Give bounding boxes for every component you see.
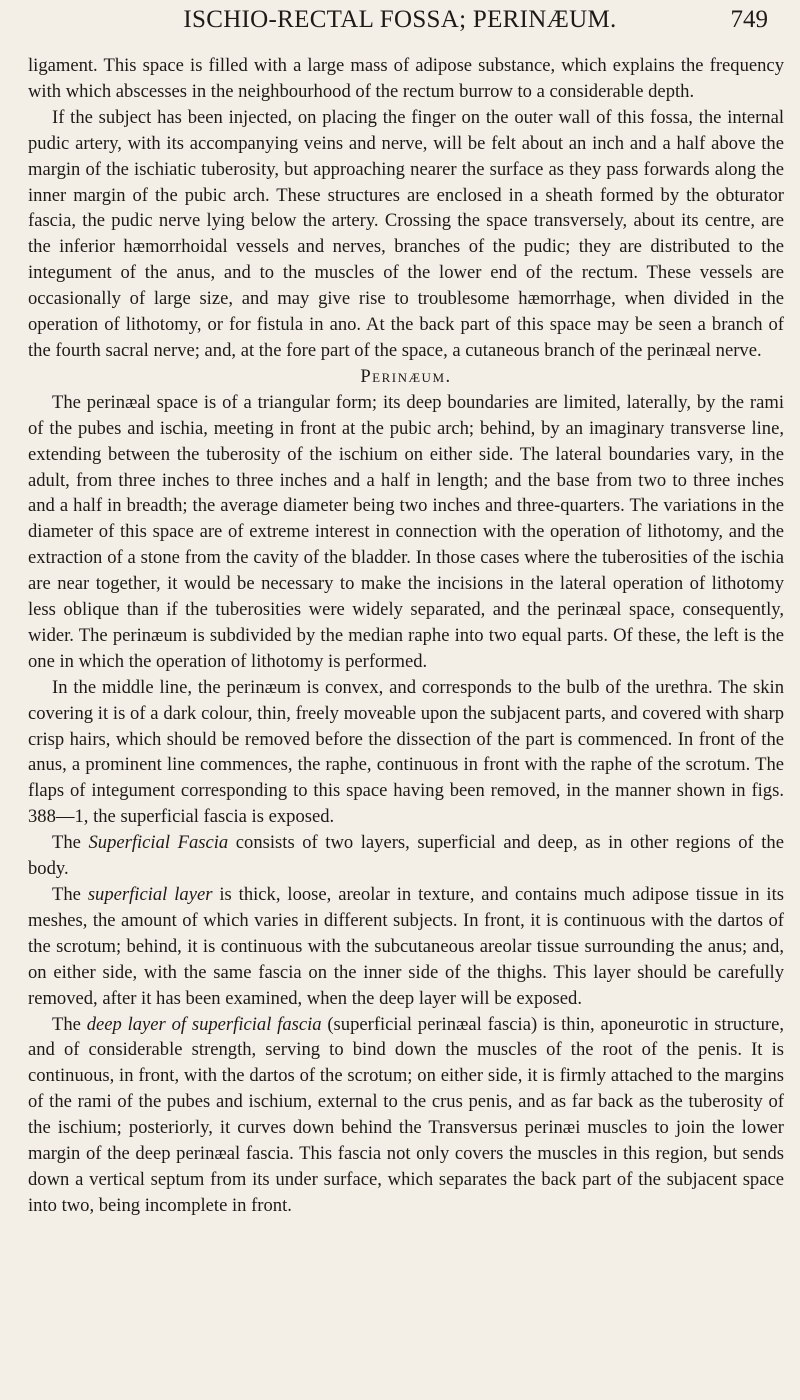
paragraph — [28, 1012, 784, 1219]
page-header — [0, 0, 800, 40]
paragraph-lead: The — [52, 1013, 87, 1035]
italic-term: superficial layer — [87, 884, 213, 905]
paragraph: If the subject has been injected, on placing the finger on the outer wall of this fossa, the internal pudic artery, with its accompanying veins and nerve, will be felt about an inch and a half above the margin of the ischiatic tuberosity, but approaching nearer the surface as they pass forwards along the inner margin of the pubic arch. These structures are enclosed in a sheath formed by the obturator fascia, the pudic nerve lying below the artery. Crossing the space transversely, about its centre, are the inferior hæmorrhoidal vessels and nerves, branches of the pudic; they are distributed to the integument of the anus, and to the muscles of the lower end of the rectum. These vessels are occasionally of large size, and may give rise to troublesome hæmorrhage, when divided in the operation of lithotomy, or for fistula in ano. At the back part of this space may be seen a branch of the fourth sacral nerve; and, at the fore part of the space, a cutaneous branch of the perinæal nerve. — [28, 106, 784, 361]
italic-term: Superficial Fascia — [88, 832, 229, 854]
paragraph-lead: The — [52, 832, 89, 854]
paragraph-rest: is thick, loose, areolar in texture, and contains much adipose tissue in its meshes, the amount of which varies in different subjects. In front, it is continuous with the dartos of the scrotum; behind, it is continuous with the subcutaneous areolar tissue surrounding the anus; and, on either side, with the same fascia on the inner side of the thighs. This layer should be carefully removed, after it has been examined, when the deep layer will be exposed. — [28, 884, 784, 1009]
paragraph-lead: The — [52, 884, 88, 905]
page-number: 749 — [730, 6, 768, 33]
paragraph: The perinæal space is of a triangular form; its deep boundaries are limited, laterally, by the rami of the pubes and ischia, meeting in front at the pubic arch; behind, by an imaginary transverse line, extending between the tuberosity of the ischium on either side. The lateral boundaries vary, in the adult, from three inches to three inches and a half in length; and the base from two to three inches and a half in breadth; the average diameter being two inches and three-quarters. The variations in the diameter of this space are of extreme interest in connection with the operation of lithotomy, and the extraction of a stone from the cavity of the bladder. In those cases where the tuberosities of the ischia are near together, it would be necessary to make the incisions in the lateral operation of lithotomy less oblique than if the tuberosities were widely separated, and the perinæal space, consequently, wider. The perinæum is subdivided by the median raphe into two equal parts. Of these, the left is the one in which the operation of lithotomy is performed. — [28, 391, 784, 672]
paragraph: ligament. This space is filled with a large mass of adipose substance, which explains the frequency with which abscesses in the neighbourhood of the rectum burrow to a considerable depth. — [28, 55, 784, 102]
paragraph: In the middle line, the perinæum is convex, and corresponds to the bulb of the urethra. The skin covering it is of a dark colour, thin, freely moveable upon the subjacent parts, and covered with sharp crisp hairs, which should be removed before the dissection of the part is commenced. In front of the anus, a prominent line commences, the raphe, continuous in front with the raphe of the scrotum. The flaps of integument corresponding to this space having been removed, in the manner shown in figs. 388—1, the superficial fascia is exposed. — [28, 676, 784, 828]
paragraph — [28, 882, 784, 1012]
section-heading: Perinæum. — [360, 365, 452, 387]
paragraph-rest: (superficial perinæal fascia) is thin, aponeurotic in structure, and of considerable strength, serving to bind down the muscles of the root of the penis. It is continuous, in front, with the dartos of the scrotum; on either side, it is firmly attached to the margins of the rami of the pubes and ischium, external to the crus penis, and as far back as the tuberosity of the ischium; posteriorly, it curves down behind the Transversus perinæi muscles to join the lower margin of the deep perinæal fascia. This fascia not only covers the muscles in this region, but sends down a vertical septum from its under surface, which separates the back part of the subjacent space into two, being incomplete in front. — [28, 1013, 784, 1216]
italic-term: deep layer of superficial fascia — [86, 1013, 322, 1035]
body-text — [28, 53, 784, 1219]
paragraph — [28, 830, 784, 882]
running-title: ISCHIO-RECTAL FOSSA; PERINÆUM. — [183, 6, 617, 33]
paragraph-rest: consists of two layers, superficial and deep, as in other regions of the body. — [28, 832, 784, 880]
